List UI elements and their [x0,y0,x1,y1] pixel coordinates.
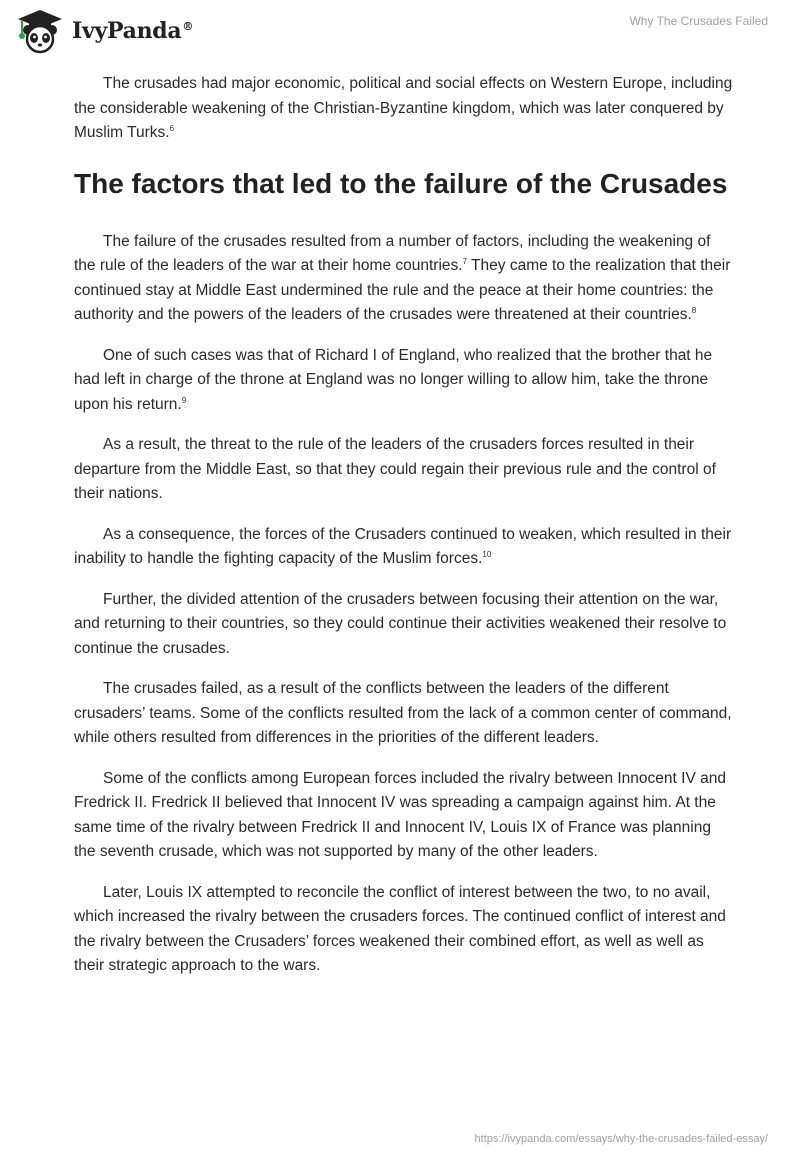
page-header [0,0,800,64]
paragraph: Further, the divided attention of the crusaders between focusing their attention on the war, and returning to their countries, so they could continue their activities weakened their resolve to continue the crusades. [74,590,727,657]
section-heading: The factors that led to the failure of the Crusades [74,167,728,199]
paragraph: The crusades failed, as a result of the conflicts between the leaders of the different crusaders’ teams. Some of the conflicts resulted from the lack of a common center of command, while others resulted from differences in the priorities of the different leaders. [74,680,732,746]
paragraph: As a result, the threat to the rule of the leaders of the crusaders forces resulted in their departure from the Middle East, so that they could regain their previous rule and the control of their nations. [74,436,716,502]
paragraph: One of such cases was that of Richard I of England, who realized that the brother that he had left in charge of the throne at England was no longer willing to allow him, take the throne upon his return.$^9$ [74,346,713,413]
paragraph-intro: The crusades had major economic, political and social effects on Western Europe, including the considerable weakening of the Christian-Byzantine kingdom, which was later conquered by Muslim Turks.$^6$ [74,75,733,141]
site-logo[interactable] [14,8,193,54]
panda-graduate-icon [14,8,66,54]
paragraph: Later, Louis IX attempted to reconcile the conflict of interest between the two, to no avail, which increased the rivalry between the crusaders forces. The continued conflict of interest and the rivalry between the Crusaders’ forces weakened their combined effort, as well as well as their strategic approach to the wars. [74,883,726,974]
footnote-ref[interactable]: 9 [181,395,187,405]
footnote-ref[interactable]: 7 [462,256,468,266]
source-url[interactable]: https://ivypanda.com/essays/why-the-crusades-failed-essay/ [474,1133,768,1145]
paragraph: The failure of the crusades resulted from a number of factors, including the weakening of the rule of the leaders of the war at their home countries.$^7$ They came to the realization that their continued stay at Middle East undermined the rule and the peace at their home countries: the authority and the powers of the leaders of the crusades were threatened at their countries.$^8$ [74,232,731,323]
essay-body [74,72,734,995]
footnote-ref[interactable]: 6 [169,123,175,133]
paragraph: Some of the conflicts among European forces included the rivalry between Innocent IV and Fredrick II. Fredrick II believed that Innocent IV was spreading a campaign against him. At the same time of the rivalry between Fredrick II and Innocent IV, Louis IX of France was planning the seventh crusade, which was not supported by many of the other leaders. [74,769,726,860]
paragraph: As a consequence, the forces of the Crusaders continued to weaken, which resulted in their inability to handle the fighting capacity of the Muslim forces.$^{10}$ [74,525,732,567]
logo-wordmark: IvyPanda® [72,18,194,44]
document-title: Why The Crusades Failed [629,14,768,28]
footnote-ref[interactable]: 8 [691,305,697,315]
footnote-ref[interactable]: 10 [482,549,492,559]
